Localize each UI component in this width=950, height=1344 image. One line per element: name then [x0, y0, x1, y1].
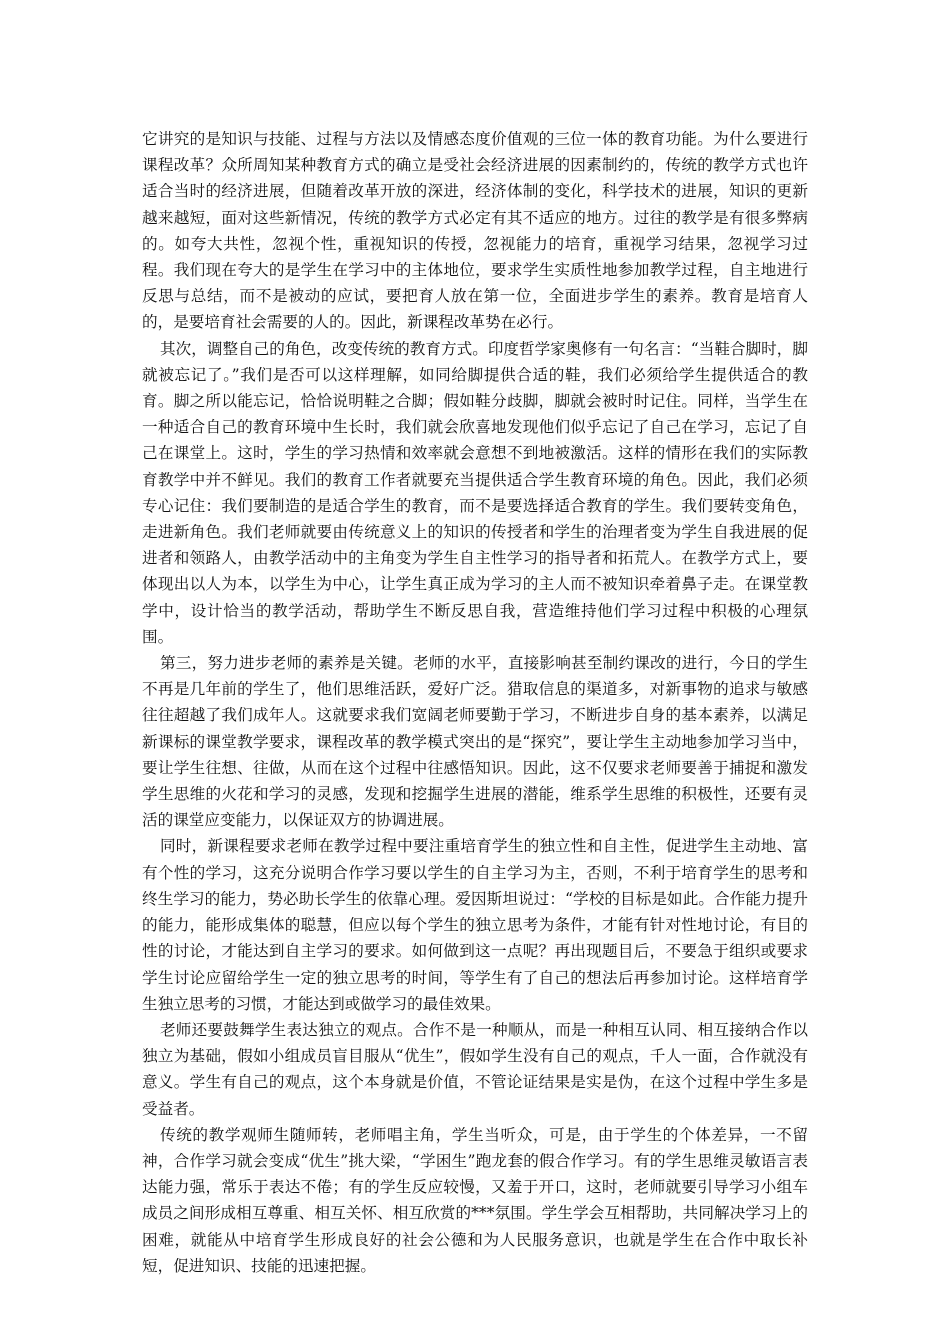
paragraph-teacher-role: 其次，调整自己的角色，改变传统的教育方式。印度哲学家奥修有一句名言：“当鞋合脚时，脚就被忘记了。”我们是否可以这样理解，如同给脚提供合适的鞋，我们必须给学生提供适合的教育。脚之所以能忘记，恰恰说明鞋之合脚；假如鞋分歧脚，脚就会被时时记住。同样，当学生在一种适合自己的教育环境中生长时，我们就会欣喜地发现他们似乎忘记了自己在学习，忘记了自己在课堂上。这时，学生的学习热情和效率就会意想不到地被激活。这样的情形在我们的实际教育教学中并不鲜见。我们的教育工作者就要充当提供适合学生教育环境的角色。因此，我们必须专心记住：我们要制造的是适合学生的教育，而不是要选择适合教育的学生。我们要转变角色，走进新角色。我们老师就要由传统意义上的知识的传授者和学生的治理者变为学生自我进展的促进者和领路人，由教学活动中的主角变为学生自主性学习的指导者和拓荒人。在教学方式上，要体现出以人为本，以学生为中心，让学生真正成为学习的主人而不被知识牵着鼻子走。在课堂教学中，设计恰当的教学活动，帮助学生不断反思自我，营造维持他们学习过程中积极的心理氛围。 — [142, 339, 808, 646]
document-body — [142, 126, 808, 1279]
paragraph-teacher-quality: 第三，努力进步老师的素养是关键。老师的水平，直接影响甚至制约课改的进行，今日的学生不再是几年前的学生了，他们思维活跃，爱好广泛。猎取信息的渠道多，对新事物的追求与敏感往往超越了我们成年人。这就要求我们宽阔老师要勤于学习，不断进步自身的基本素养，以满足新课标的课堂教学要求，课程改革的教学模式突出的是“探究”，要让学生主动地参加学习当中，要让学生往想、往做，从而在这个过程中往感悟知识。因此，这不仅要求老师要善于捕捉和激发学生思维的火花和学习的灵感，发现和挖掘学生进展的潜能，维系学生思维的积极性，还要有灵活的课堂应变能力，以保证双方的协调进展。 — [142, 654, 808, 830]
paragraph-cooperative-learning: 传统的教学观师生随师转，老师唱主角，学生当听众，可是，由于学生的个体差异，一不留神，合作学习就会变成“优生”挑大梁，“学困生”跑龙套的假合作学习。有的学生思维灵敏语言表达能力强，常乐于表达不倦；有的学生反应较慢，又羞于开口，这时，老师就要引导学习小组车成员之间形成相互尊重、相互关怀、相互欣赏的***氛围。学生学会互相帮助，共同解决学习上的困难，就能从中培育学生形成良好的社会公德和为人民服务意识，也就是学生在合作中取长补短，促进知识、技能的迅速把握。 — [142, 1125, 808, 1275]
paragraph-curriculum-reform: 它讲究的是知识与技能、过程与方法以及情感态度价值观的三位一体的教育功能。为什么要进行课程改革？众所周知某种教育方式的确立是受社会经济进展的因素制约的，传统的教学方式也许适合当时的经济进展，但随着改革开放的深进，经济体制的变化，科学技术的进展，知识的更新越来越短，面对这些新情况，传统的教学方式必定有其不适应的地方。过往的教学是有很多弊病的。如夸大共性，忽视个性，重视知识的传授，忽视能力的培育，重视学习结果，忽视学习过程。我们现在夸大的是学生在学习中的主体地位，要求学生实质性地参加教学过程，自主地进行反思与总结，而不是被动的应试，要把育人放在第一位，全面进步学生的素养。教育是培育人的，是要培育社会需要的人的。因此，新课程改革势在必行。 — [142, 130, 808, 332]
paragraph-independent-thinking: 同时，新课程要求老师在教学过程中要注重培育学生的独立性和自主性，促进学生主动地、富有个性的学习，这充分说明合作学习要以学生的自主学习为主，否则，不利于培育学生的思考和终生学习的能力，势必助长学生的依靠心理。爱因斯坦说过：“学校的目标是如此。合作能力提升的能力，能形成集体的聪慧，但应以每个学生的独立思考为条件，才能有针对性地讨论，有目的性的讨论，才能达到自主学习的要求。如何做到这一点呢？再出现题目后，不要急于组织或要求学生讨论应留给学生一定的独立思考的时间，等学生有了自己的想法后再参加讨论。这样培育学生独立思考的习惯，才能达到或做学习的最佳效果。 — [142, 837, 808, 1013]
paragraph-independent-views: 老师还要鼓舞学生表达独立的观点。合作不是一种顺从，而是一种相互认同、相互接纳合作以独立为基础，假如小组成员盲目服从“优生”，假如学生没有自己的观点，千人一面，合作就没有意义。学生有自己的观点，这个本身就是价值，不管论证结果是实是伪，在这个过程中学生多是受益者。 — [142, 1020, 808, 1118]
